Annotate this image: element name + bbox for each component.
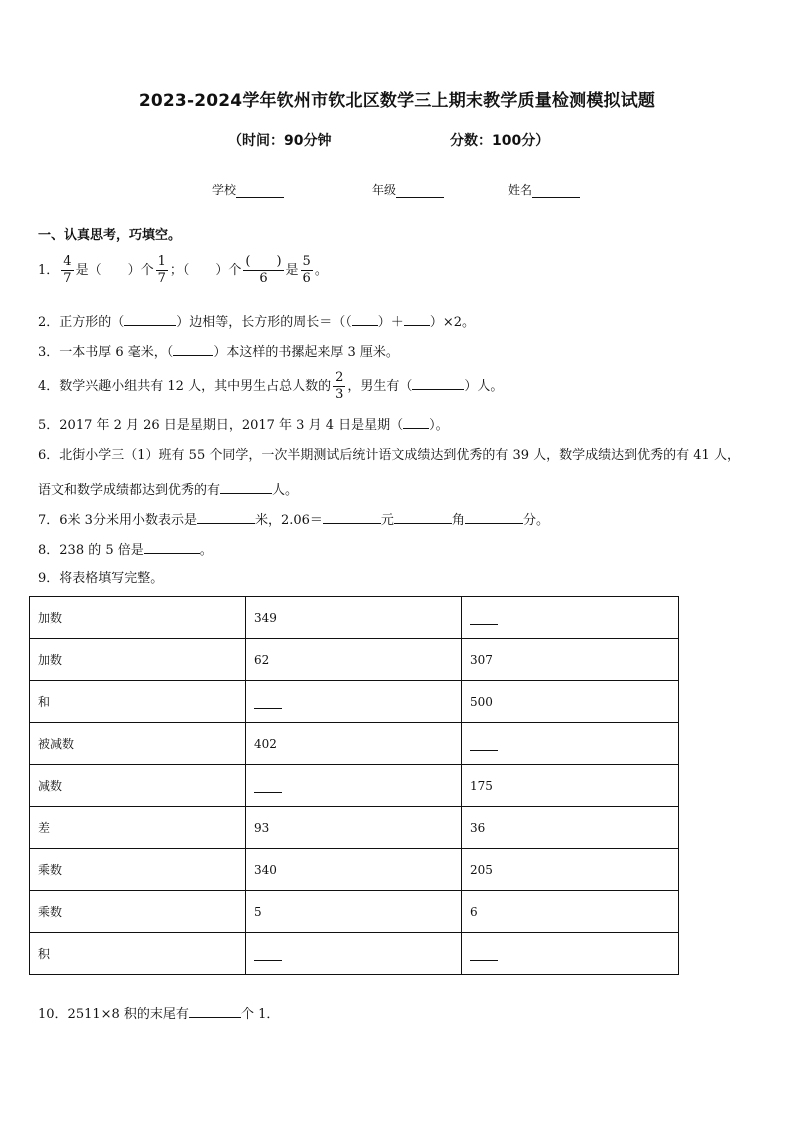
table-cell: 被减数	[30, 723, 246, 765]
table-cell: 差	[30, 807, 246, 849]
question-8: 8．238 的 5 倍是 。	[38, 539, 213, 561]
table-blank[interactable]	[254, 696, 282, 709]
question-7: 7．6米 3分米用小数表示是 米，2.06＝ 元 角 分。	[38, 509, 549, 531]
grade-label: 年级	[372, 183, 397, 197]
question-6-line-2: 语文和数学成绩都达到优秀的有 人。	[38, 479, 298, 501]
q7-blank-1[interactable]	[197, 509, 255, 524]
name-label: 姓名	[508, 183, 533, 197]
question-9: 9．将表格填写完整。	[38, 571, 164, 586]
table-cell: 93	[246, 807, 462, 849]
table-row	[30, 807, 679, 849]
table-row	[30, 723, 679, 765]
table-blank[interactable]	[470, 612, 498, 625]
table-cell: 5	[246, 891, 462, 933]
section-heading: 一、认真思考，巧填空。	[38, 228, 182, 243]
q7-blank-3[interactable]	[394, 509, 452, 524]
q2-blank-3[interactable]	[404, 311, 430, 326]
table-cell: 乘数	[30, 891, 246, 933]
question-10: 10．2511×8 积的末尾有 个 1．	[38, 1003, 279, 1025]
table-cell: 减数	[30, 765, 246, 807]
q4-blank[interactable]	[412, 375, 464, 390]
fraction-1-7: $\frac{1}{7}$	[157, 254, 166, 286]
q8-blank[interactable]	[144, 539, 200, 554]
q2-blank-1[interactable]	[124, 311, 176, 326]
table-row	[30, 765, 679, 807]
table-row	[30, 891, 679, 933]
question-5: 5．2017 年 2 月 26 日是星期日，2017 年 3 月 4 日是星期（ ）。	[38, 414, 449, 436]
table-cell: 乘数	[30, 849, 246, 891]
table-row	[30, 597, 679, 639]
q2-blank-2[interactable]	[352, 311, 378, 326]
table-cell[interactable]	[246, 933, 462, 975]
table-blank[interactable]	[470, 948, 498, 961]
school-label: 学校	[212, 183, 237, 197]
table-row	[30, 849, 679, 891]
fraction-4-7: $\frac{4}{7}$	[63, 254, 72, 286]
name-field[interactable]	[508, 181, 580, 198]
fraction-blank-6[interactable]: $\frac{( )}{6}$	[245, 254, 282, 286]
table-cell: 积	[30, 933, 246, 975]
table-cell[interactable]	[246, 681, 462, 723]
table-cell[interactable]	[462, 723, 679, 765]
question-6-line-1: 6．北街小学三（1）班有 55 个同学，一次半期测试后统计语文成绩达到优秀的有 39 人，数学成绩达到优秀的有 41 人，	[38, 448, 740, 463]
page-title: 2023-2024学年钦州市钦北区数学三上期末教学质量检测模拟试题	[138, 91, 656, 111]
table-cell[interactable]	[246, 765, 462, 807]
table-cell: 205	[462, 849, 679, 891]
q5-blank[interactable]	[403, 414, 429, 429]
table-cell[interactable]	[462, 597, 679, 639]
fill-table	[29, 596, 679, 975]
table-row	[30, 933, 679, 975]
q7-blank-4[interactable]	[465, 509, 523, 524]
q1-number: 1．	[38, 263, 60, 278]
table-row	[30, 681, 679, 723]
table-cell: 加数	[30, 597, 246, 639]
table-blank[interactable]	[254, 780, 282, 793]
q10-blank[interactable]	[189, 1003, 241, 1018]
q1-text-1: 是（ ）个	[75, 263, 154, 278]
table-cell: 36	[462, 807, 679, 849]
fraction-5-6: $\frac{5}{6}$	[302, 254, 311, 286]
table-cell: 62	[246, 639, 462, 681]
table-cell: 6	[462, 891, 679, 933]
table-blank[interactable]	[470, 738, 498, 751]
q1-text-2: ；（ ）个	[169, 263, 242, 278]
table-cell[interactable]	[462, 933, 679, 975]
table-cell: 175	[462, 765, 679, 807]
table-row	[30, 639, 679, 681]
question-3: 3．一本书厚 6 毫米，（ ）本这样的书摞起来厚 3 厘米。	[38, 341, 399, 363]
question-4: 4．数学兴趣小组共有 12 人，其中男生占总人数的 $\frac{2}{3}$ ，男生有（ ）人。	[38, 370, 504, 402]
grade-field[interactable]	[372, 181, 444, 198]
table-blank[interactable]	[254, 948, 282, 961]
q7-blank-2[interactable]	[323, 509, 381, 524]
school-field[interactable]	[212, 181, 284, 198]
q6-blank[interactable]	[220, 479, 272, 494]
exam-score: 分数：100分）	[450, 133, 550, 149]
table-cell: 307	[462, 639, 679, 681]
fraction-2-3: $\frac{2}{3}$	[335, 370, 344, 402]
table-cell: 340	[246, 849, 462, 891]
table-cell: 500	[462, 681, 679, 723]
q1-text-3: 是	[285, 263, 299, 278]
table-cell: 402	[246, 723, 462, 765]
question-1: 1． $\frac{4}{7}$ 是（ ）个 $\frac{1}{7}$ ；（ ）个 $\frac{( )}{6}$ 是 $\frac{5}{6}$ 。	[38, 254, 328, 286]
q3-blank[interactable]	[173, 341, 213, 356]
table-cell: 349	[246, 597, 462, 639]
question-2: 2．正方形的（ ）边相等，长方形的周长＝（（ ）＋ ）×2。	[38, 311, 475, 333]
table-cell: 和	[30, 681, 246, 723]
exam-time: （时间：90分钟	[228, 133, 332, 149]
table-cell: 加数	[30, 639, 246, 681]
